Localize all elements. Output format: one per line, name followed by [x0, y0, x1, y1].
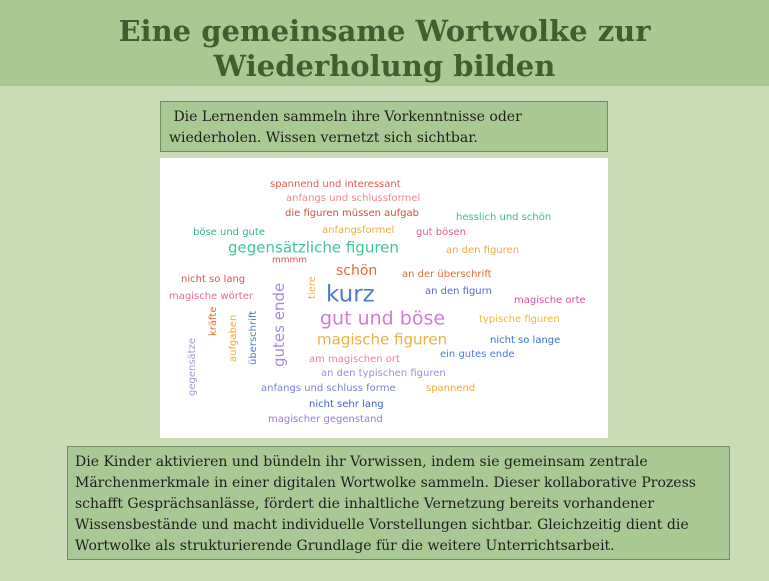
word-cloud-word: am magischen ort [309, 354, 400, 365]
word-cloud-word: ein gutes ende [440, 349, 515, 360]
word-cloud-word: böse und gute [193, 227, 265, 238]
word-cloud-word: an den figuren [446, 245, 520, 256]
description-text: Die Kinder aktivieren und bündeln ihr Vorwissen, indem sie gemeinsam zentrale Märchenmerkmale in einer digitalen Wortwolke sammeln. Dieser kollaborative Prozess schafft Gesprächsanlässe, fördert die inhaltliche Vernetzung bereits vorhandener Wissensbestände und macht individuelle Vorstellungen sichtbar. Gleichzeitig dient die Wortwolke als strukturierende Grundlage für die weitere Unterrichtsarbeit. [67, 446, 730, 560]
word-cloud-word: anfangs und schlussformel [286, 193, 421, 204]
word-cloud-image [160, 158, 608, 438]
word-cloud-word: anfangsformel [322, 225, 395, 236]
word-cloud-word: hesslich und schön [456, 212, 552, 223]
word-cloud-word: anfangs und schluss forme [261, 383, 396, 394]
word-cloud-word: typische figuren [479, 314, 560, 325]
word-cloud-word: die figuren müssen aufgab [285, 208, 419, 219]
word-cloud-word: gegensätze [187, 338, 198, 396]
word-cloud-word: überschrift [248, 310, 259, 365]
word-cloud-word: gegensätzliche figuren [228, 238, 399, 257]
title-line-2: Wiederholung bilden [213, 49, 556, 83]
word-cloud-word: aufgaben [228, 314, 239, 362]
word-cloud-word: nicht so lang [181, 274, 246, 285]
word-cloud-word: mmmm [272, 255, 308, 266]
word-cloud-word: gutes ende [270, 282, 288, 367]
word-cloud-word: an der überschrift [402, 269, 492, 280]
word-cloud-word: gut und böse [320, 307, 446, 330]
word-cloud-word: spannend [426, 383, 476, 394]
word-cloud-word: kräfte [208, 306, 219, 336]
word-cloud-word: an den figurn [425, 286, 492, 297]
word-cloud-word: magischer gegenstand [268, 414, 383, 425]
word-cloud-word: schön [336, 263, 378, 279]
word-cloud-word: magische wörter [169, 291, 253, 302]
word-cloud-word: magische orte [514, 295, 586, 306]
word-cloud-word: an den typischen figuren [321, 368, 446, 379]
intro-text: Die Lernenden sammeln ihre Vorkenntnisse oder wiederholen. Wissen vernetzt sich sichtbar. [160, 101, 608, 152]
word-cloud-word: nicht sehr lang [309, 399, 384, 410]
word-cloud-word: tiere [307, 276, 318, 299]
title-line-1: Eine gemeinsame Wortwolke zur [118, 14, 651, 48]
word-cloud-word: gut bösen [416, 227, 466, 238]
page-title [0, 14, 769, 84]
word-cloud-word: magische figuren [317, 330, 448, 349]
word-cloud-word: spannend und interessant [270, 179, 401, 190]
word-cloud-word: kurz [326, 281, 375, 308]
word-cloud-word: nicht so lange [490, 335, 561, 346]
